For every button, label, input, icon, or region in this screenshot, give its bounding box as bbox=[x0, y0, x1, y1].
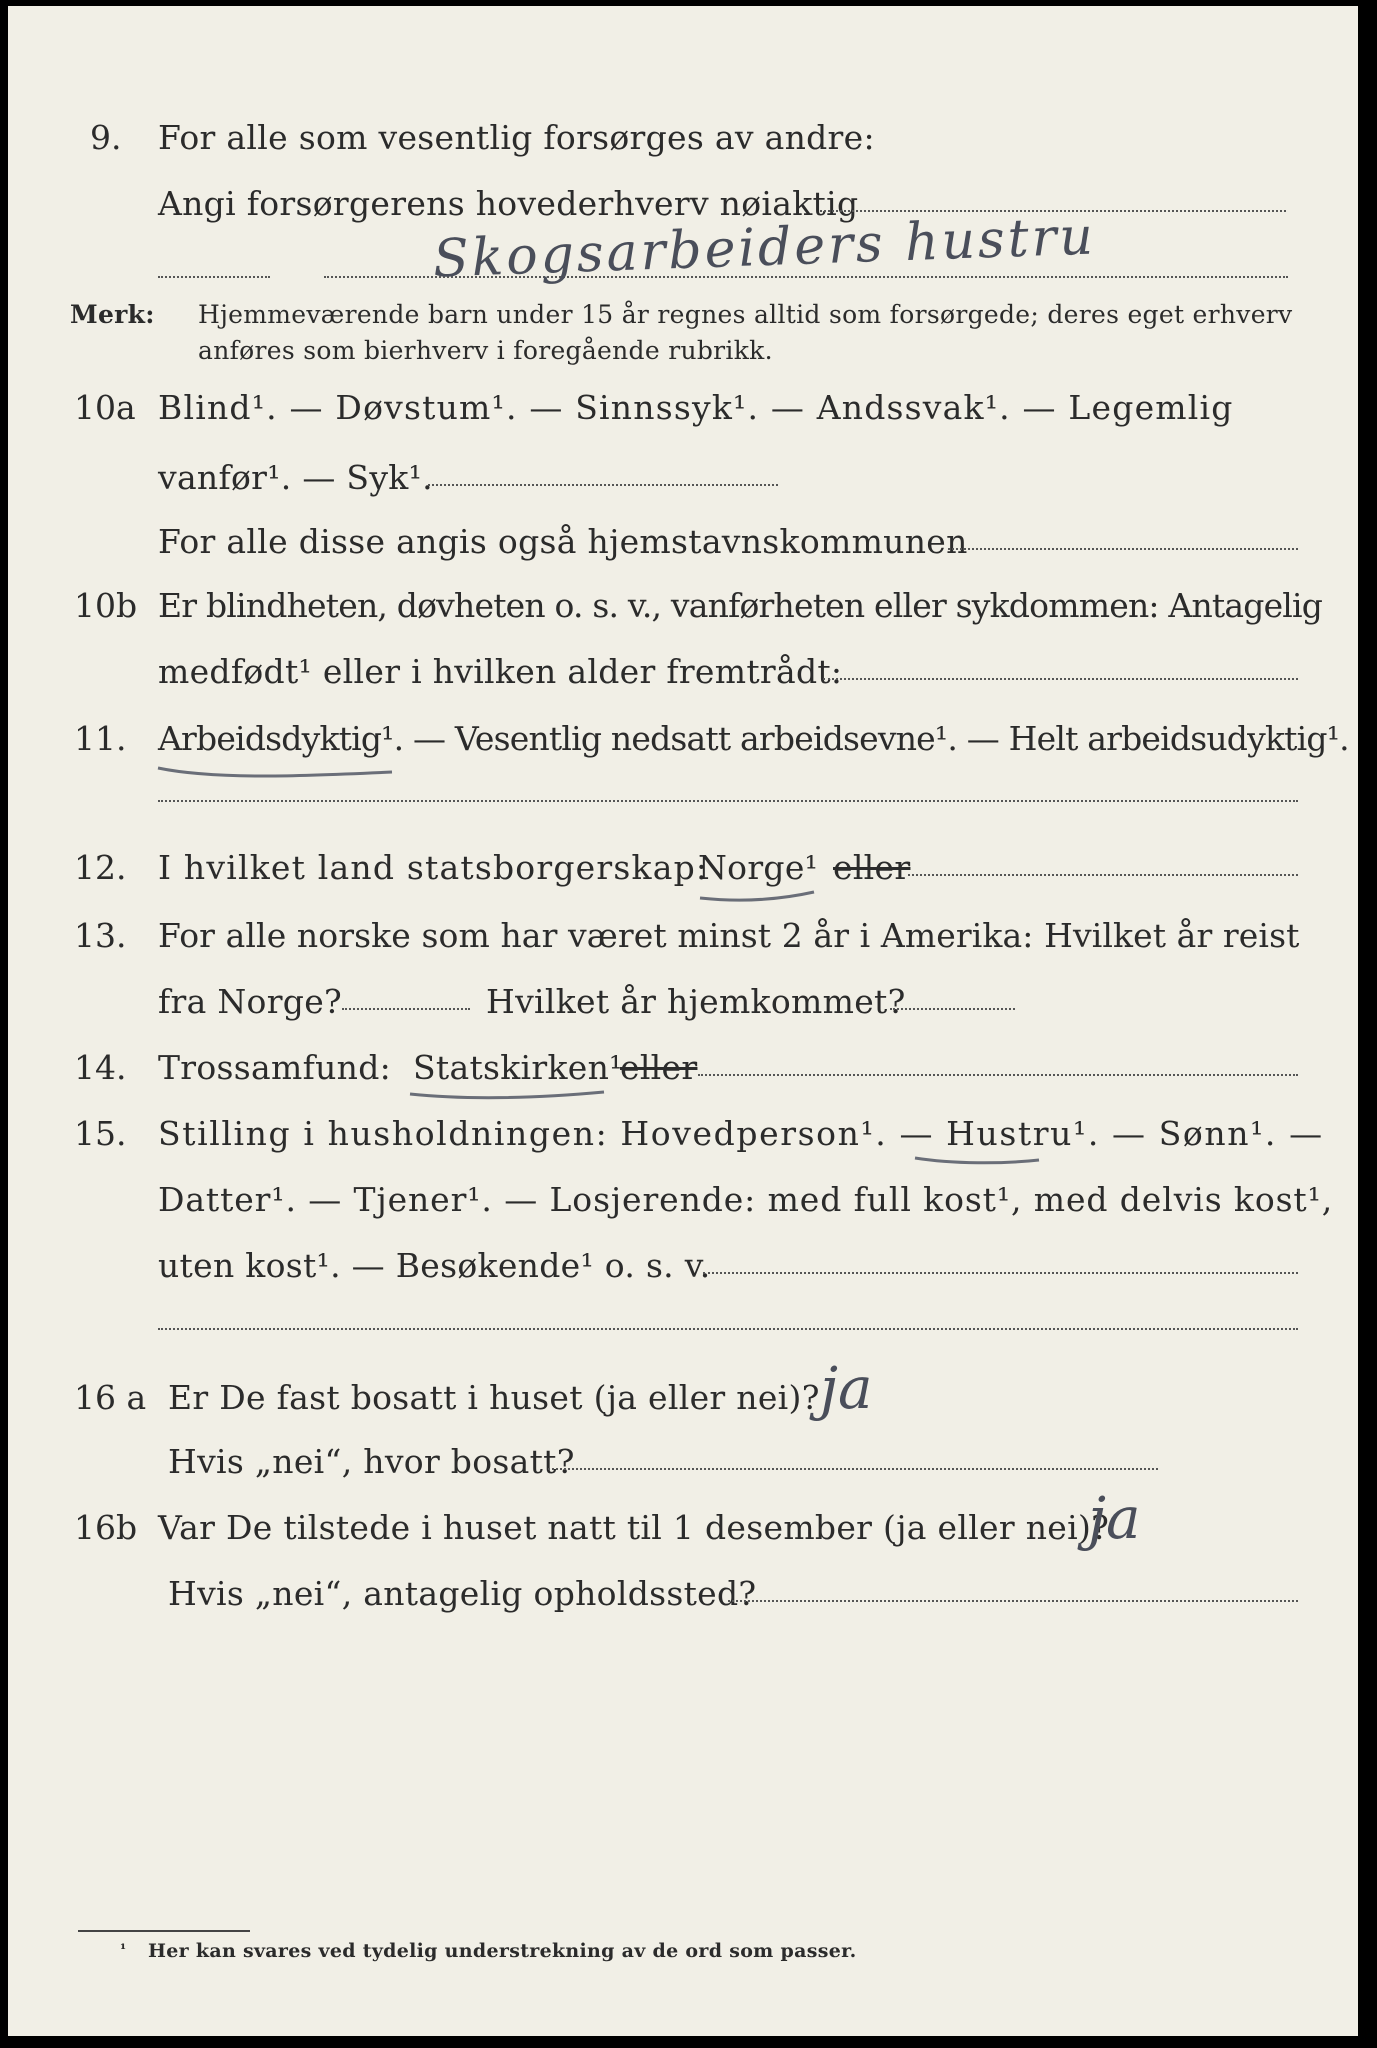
q12-text: I hvilket land statsborgerskap: bbox=[158, 848, 709, 887]
footnote-rule bbox=[78, 1930, 250, 1932]
q16a-handwritten-answer: ja bbox=[820, 1354, 873, 1422]
q10b-line2-fill bbox=[823, 678, 1298, 680]
q16b-line1: Var De tilstede i huset natt til 1 desember (ja eller nei)? bbox=[158, 1508, 1110, 1547]
q16b-number: 16b bbox=[74, 1508, 138, 1547]
q16a-line2-fill bbox=[548, 1468, 1158, 1470]
q10b-line1: Er blindheten, døvheten o. s. v., vanførheten eller sykdommen: Antagelig bbox=[158, 586, 1323, 625]
q16b-line2-fill bbox=[728, 1600, 1298, 1602]
footnote-mark: ¹ bbox=[120, 1942, 127, 1958]
q10a-line2: vanfør¹. — Syk¹. bbox=[158, 458, 433, 497]
q14-number: 14. bbox=[74, 1048, 127, 1087]
q15-line3-fill bbox=[703, 1272, 1298, 1274]
q9-number: 9. bbox=[90, 118, 122, 157]
q12-number: 12. bbox=[74, 848, 127, 887]
q15-number: 15. bbox=[74, 1114, 127, 1153]
q16a-line2: Hvis „nei“, hvor bosatt? bbox=[168, 1442, 575, 1481]
q13-line1: For alle norske som har været minst 2 år i Amerika: Hvilket år reist bbox=[158, 916, 1300, 955]
q12-pencil-underline bbox=[698, 886, 818, 906]
q10a-line3-fill bbox=[948, 548, 1298, 550]
q14-struck-eller: eller bbox=[620, 1048, 698, 1087]
q10a-line1: Blind¹. — Døvstum¹. — Sinnssyk¹. — Andssvak¹. — Legemlig bbox=[158, 388, 1234, 427]
q12-struck-eller: eller bbox=[833, 848, 911, 887]
q9-handwritten-answer: Skogsarbeiders hustru bbox=[432, 206, 1097, 290]
q13-year-left-fill bbox=[342, 1008, 470, 1010]
footnote-text: Her kan svares ved tydelig understrekning av de ord som passer. bbox=[148, 1940, 857, 1962]
q11-pencil-underline bbox=[156, 758, 396, 782]
q14-option-statskirken: Statskirken¹ bbox=[413, 1048, 623, 1087]
q10a-line2-fill bbox=[428, 484, 778, 486]
q12-option-norge: Norge¹ bbox=[698, 848, 819, 887]
q12-fill bbox=[908, 874, 1298, 876]
merk-line1: Hjemmeværende barn under 15 år regnes alltid som forsørgede; deres eget erhverv bbox=[198, 300, 1293, 329]
q15-line1: Stilling i husholdningen: Hovedperson¹. — Hustru¹. — Sønn¹. — bbox=[158, 1114, 1324, 1153]
q16a-number: 16 a bbox=[74, 1378, 147, 1417]
q15-line2: Datter¹. — Tjener¹. — Losjerende: med full kost¹, med delvis kost¹, bbox=[158, 1180, 1334, 1219]
q13-year-home-fill bbox=[890, 1008, 1015, 1010]
q15-pencil-underline-hustru bbox=[913, 1150, 1043, 1170]
q14-fill bbox=[698, 1074, 1298, 1076]
merk-line2: anføres som bierhverv i foregående rubrikk. bbox=[198, 336, 773, 365]
q11-line1: Arbeidsdyktig¹. — Vesentlig nedsatt arbeidsevne¹. — Helt arbeidsudyktig¹. bbox=[158, 719, 1349, 758]
q13-number: 13. bbox=[74, 916, 127, 955]
q16b-line2: Hvis „nei“, antagelig opholdssted? bbox=[168, 1574, 757, 1613]
q16a-line1: Er De fast bosatt i huset (ja eller nei)? bbox=[168, 1378, 820, 1417]
q9-line1: For alle som vesentlig forsørges av andre: bbox=[158, 118, 875, 157]
q9-line2: Angi forsørgerens hovederhverv nøiaktig bbox=[158, 184, 859, 223]
merk-label: Merk: bbox=[70, 300, 155, 329]
q16b-handwritten-answer: ja bbox=[1088, 1484, 1141, 1552]
q10b-line2: medfødt¹ eller i hvilken alder fremtrådt: bbox=[158, 652, 843, 691]
q14-text: Trossamfund: bbox=[158, 1048, 392, 1087]
q14-pencil-underline bbox=[408, 1084, 608, 1104]
q11-number: 11. bbox=[74, 719, 127, 758]
q15-line3: uten kost¹. — Besøkende¹ o. s. v. bbox=[158, 1246, 711, 1285]
census-form-page bbox=[8, 6, 1358, 2036]
q15-extra-fill bbox=[158, 1328, 1298, 1330]
q10b-number: 10b bbox=[74, 586, 138, 625]
q9-answer-fill-left bbox=[158, 276, 270, 278]
q10a-line3: For alle disse angis også hjemstavnskommunen bbox=[158, 522, 968, 561]
q11-extra-fill bbox=[158, 800, 1298, 802]
q13-line2b: Hvilket år hjemkommet? bbox=[486, 982, 906, 1021]
q10a-number: 10a bbox=[74, 388, 136, 427]
q13-line2a: fra Norge? bbox=[158, 982, 343, 1021]
